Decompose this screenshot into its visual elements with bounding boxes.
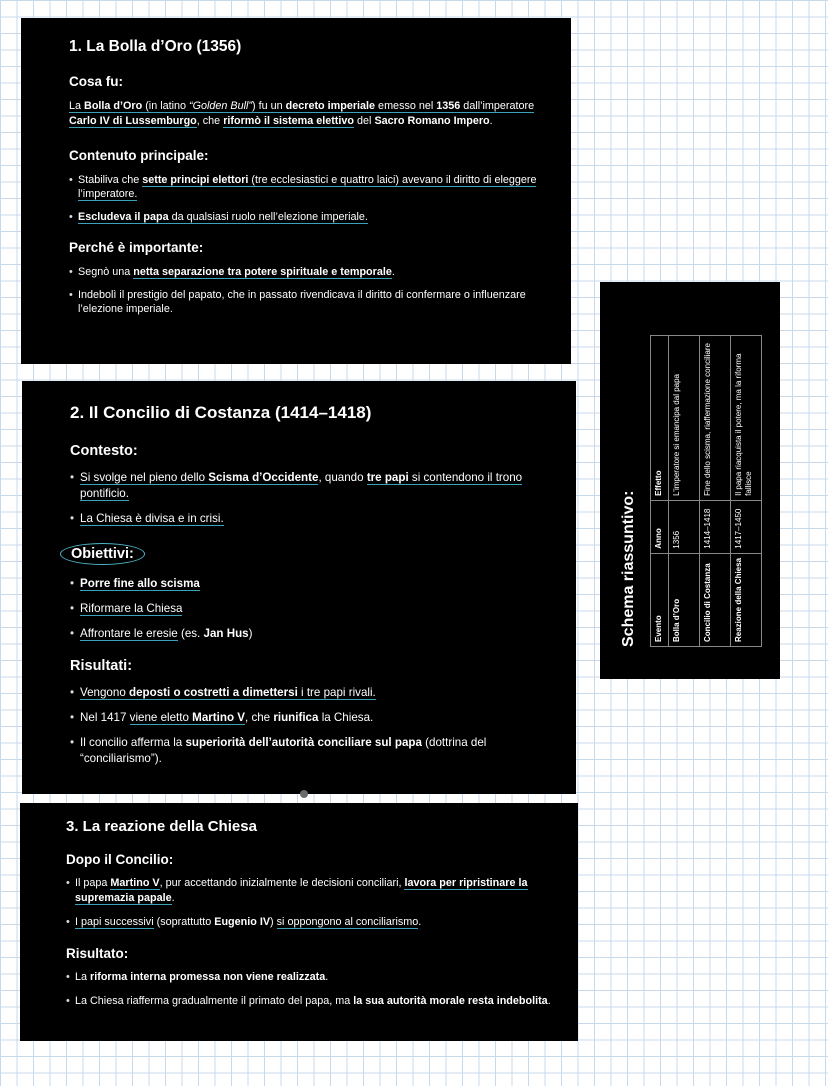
list-risultato — [66, 970, 556, 1009]
paragraph-definition: La Bolla d’Oro (in latino “Golden Bull”) fu un decreto imperiale emesso nel 1356 dall’imperatore Carlo IV di Lussemburgo, che riformò il sistema elettivo del Sacro Romano Impero. — [69, 100, 535, 127]
subheading-cosa-fu: Cosa fu: — [69, 74, 123, 89]
list-item: • Vengono deposti o costretti a dimettersi i tre papi rivali. — [70, 685, 554, 701]
summary-rotated-content — [600, 282, 780, 679]
section-title: 1. La Bolla d’Oro (1356) — [69, 38, 242, 55]
subheading-dopo: Dopo il Concilio: — [66, 852, 174, 867]
list-item: • Si svolge nel pieno dello Scisma d’Occidente, quando tre papi si contendono il trono pontificio. — [70, 470, 554, 502]
list-item: • Riformare la Chiesa — [70, 601, 554, 617]
list-item: • Segnò una netta separazione tra potere spirituale e temporale. — [69, 265, 549, 279]
card-reazione-chiesa — [20, 803, 578, 1041]
table-cell: Reazione della Chiesa — [731, 553, 762, 646]
summary-table — [650, 335, 762, 647]
section-title: 2. Il Concilio di Costanza (1414–1418) — [70, 403, 372, 422]
subheading-contesto: Contesto: — [70, 443, 138, 459]
table-cell: Il papa riacquista il potere, ma la riforma fallisce — [731, 336, 762, 501]
table-row — [700, 336, 731, 647]
column-header: Anno — [651, 500, 669, 553]
table-cell: Fine dello scisma, riaffermazione conciliare — [700, 336, 731, 501]
table-row — [669, 336, 700, 647]
list-item: • Il concilio afferma la superiorità dell’autorità conciliare sul papa (dottrina del “conciliarismo”). — [70, 735, 554, 767]
list-item: • La Chiesa riafferma gradualmente il primato del papa, ma la sua autorità morale resta indebolita. — [66, 994, 556, 1009]
subheading-perche: Perché è importante: — [69, 240, 204, 255]
list-contesto — [70, 470, 554, 527]
table-cell: 1356 — [669, 500, 700, 553]
table-row — [731, 336, 762, 647]
table-cell: Bolla d’Oro — [669, 553, 700, 646]
table-header-row — [651, 336, 669, 647]
drag-handle[interactable] — [300, 790, 308, 798]
subheading-contenuto: Contenuto principale: — [69, 148, 209, 163]
table-cell: Concilio di Costanza — [700, 553, 731, 646]
list-item: • Il papa Martino V, pur accettando inizialmente le decisioni conciliari, lavora per ripristinare la supremazia papale. — [66, 876, 556, 906]
summary-title: Schema riassuntivo: — [620, 490, 637, 647]
list-item: • Indebolì il prestigio del papato, che in passato rivendicava il diritto di confermare o influenzare l’elezione imperiale. — [69, 288, 549, 316]
list-obiettivi — [70, 576, 554, 642]
summary-card — [600, 282, 780, 679]
table-cell: L’imperatore si emancipa dal papa — [669, 336, 700, 501]
subheading-obiettivi — [70, 543, 554, 565]
table-cell: 1414–1418 — [700, 500, 731, 553]
column-header: Effetto — [651, 336, 669, 501]
table-cell: 1417–1450 — [731, 500, 762, 553]
section-title: 3. La reazione della Chiesa — [66, 818, 257, 835]
list-item: • Stabiliva che sette principi elettori (tre ecclesiastici e quattro laici) avevano il diritto di eleggere l’imperatore. — [69, 173, 549, 201]
list-item: • Porre fine allo scisma — [70, 576, 554, 592]
column-header: Evento — [651, 553, 669, 646]
list-item: • La riforma interna promessa non viene realizzata. — [66, 970, 556, 985]
list-item: • Escludeva il papa da qualsiasi ruolo nell’elezione imperiale. — [69, 210, 549, 224]
list-item: • Affrontare le eresie (es. Jan Hus) — [70, 626, 554, 642]
card-concilio-costanza — [22, 381, 576, 794]
list-contenuto — [69, 173, 549, 224]
list-dopo — [66, 876, 556, 930]
subheading-risultato: Risultato: — [66, 946, 129, 961]
subheading-risultati: Risultati: — [70, 658, 133, 674]
card-bolla-doro — [21, 18, 571, 364]
list-item: • La Chiesa è divisa e in crisi. — [70, 511, 554, 527]
list-risultati — [70, 685, 554, 767]
circled-annotation: Obiettivi: — [60, 543, 145, 565]
list-perche — [69, 265, 549, 316]
list-item: • I papi successivi (soprattutto Eugenio IV) si oppongono al conciliarismo. — [66, 915, 556, 930]
list-item: • Nel 1417 viene eletto Martino V, che riunifica la Chiesa. — [70, 710, 554, 726]
